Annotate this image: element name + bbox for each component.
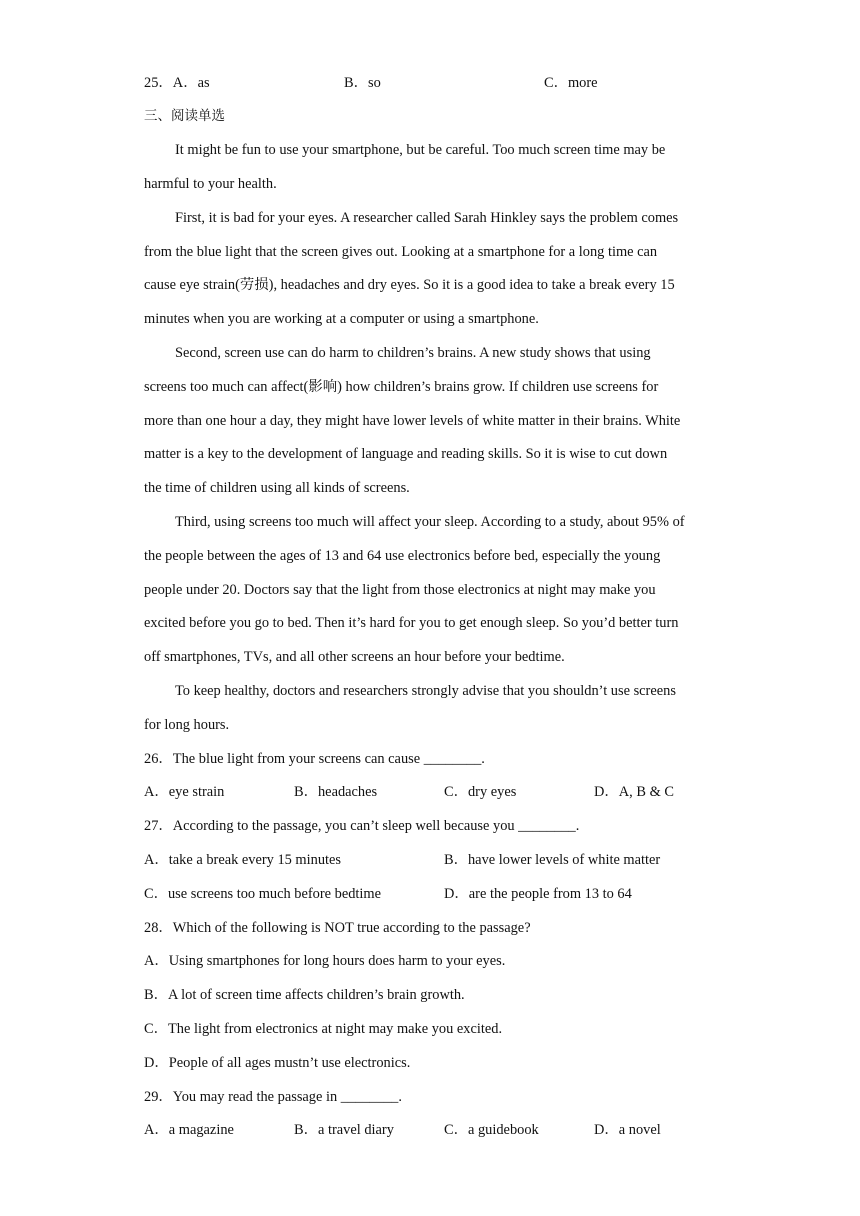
passage-p3-line-2: screens too much can affect(影响) how children’s brains grow. If children use screens for — [144, 379, 659, 395]
q28-option-b: B．A lot of screen time affects children’s brain growth. — [144, 987, 465, 1003]
passage-p4-line-1: Third, using screens too much will affect your sleep. According to a study, about 95% of — [175, 514, 685, 530]
q28-stem: 28．Which of the following is NOT true according to the passage? — [144, 920, 531, 936]
q25-number: 25． — [144, 75, 173, 91]
q25-option-a-text: A．as — [172, 75, 210, 91]
q28-option-d: D．People of all ages mustn’t use electronics. — [144, 1055, 411, 1071]
q26-stem: 26．The blue light from your screens can cause ________. — [144, 751, 485, 767]
q29-option-a: A．a magazine — [144, 1122, 234, 1138]
q27-option-b: B．have lower levels of white matter — [444, 852, 661, 868]
q26-option-d: D．A, B & C — [594, 784, 674, 800]
q29-option-c: C．a guidebook — [444, 1122, 539, 1138]
section-title: 三、阅读单选 — [144, 108, 225, 124]
passage-p4-line-3: people under 20. Doctors say that the light from those electronics at night may make you — [144, 582, 656, 598]
passage-p3-line-5: the time of children using all kinds of screens. — [144, 480, 410, 496]
q27-option-d: D．are the people from 13 to 64 — [444, 886, 632, 902]
passage-p4-line-4: excited before you go to bed. Then it’s hard for you to get enough sleep. So you’d better turn — [144, 615, 679, 631]
q25-option-b: B．so — [344, 75, 381, 91]
passage-p3-line-1: Second, screen use can do harm to children’s brains. A new study shows that using — [175, 345, 651, 361]
q25-option-a — [144, 73, 210, 93]
q28-option-a: A．Using smartphones for long hours does harm to your eyes. — [144, 953, 506, 969]
q29-stem: 29．You may read the passage in ________. — [144, 1089, 402, 1105]
passage-p5-line-1: To keep healthy, doctors and researchers strongly advise that you shouldn’t use screens — [175, 683, 676, 699]
passage-p2-line-3: cause eye strain(劳损), headaches and dry eyes. So it is a good idea to take a break every 15 — [144, 277, 675, 293]
passage-p1-line-2: harmful to your health. — [144, 176, 277, 192]
q25-option-c: C．more — [544, 75, 598, 91]
q26-option-a: A．eye strain — [144, 784, 225, 800]
q29-option-b: B．a travel diary — [294, 1122, 394, 1138]
q26-option-c: C．dry eyes — [444, 784, 517, 800]
q26-option-b: B．headaches — [294, 784, 378, 800]
passage-p2-line-1: First, it is bad for your eyes. A researcher called Sarah Hinkley says the problem comes — [175, 210, 679, 226]
passage-p5-line-2: for long hours. — [144, 717, 230, 733]
q27-option-a: A．take a break every 15 minutes — [144, 852, 341, 868]
q28-option-c: C．The light from electronics at night may make you excited. — [144, 1021, 503, 1037]
passage-p4-line-5: off smartphones, TVs, and all other screens an hour before your bedtime. — [144, 649, 565, 665]
passage-p2-line-4: minutes when you are working at a computer or using a smartphone. — [144, 311, 539, 327]
q27-option-c: C．use screens too much before bedtime — [144, 886, 381, 902]
passage-p1-line-1: It might be fun to use your smartphone, but be careful. Too much screen time may be — [175, 142, 666, 158]
passage-p3-line-3: more than one hour a day, they might have lower levels of white matter in their brains. White — [144, 413, 681, 429]
passage-p2-line-2: from the blue light that the screen gives out. Looking at a smartphone for a long time can — [144, 244, 658, 260]
passage-p4-line-2: the people between the ages of 13 and 64 use electronics before bed, especially the young — [144, 548, 661, 564]
q27-stem: 27．According to the passage, you can’t sleep well because you ________. — [144, 818, 580, 834]
passage-p3-line-4: matter is a key to the development of language and reading skills. So it is wise to cut down — [144, 446, 668, 462]
q29-option-d: D．a novel — [594, 1122, 661, 1138]
